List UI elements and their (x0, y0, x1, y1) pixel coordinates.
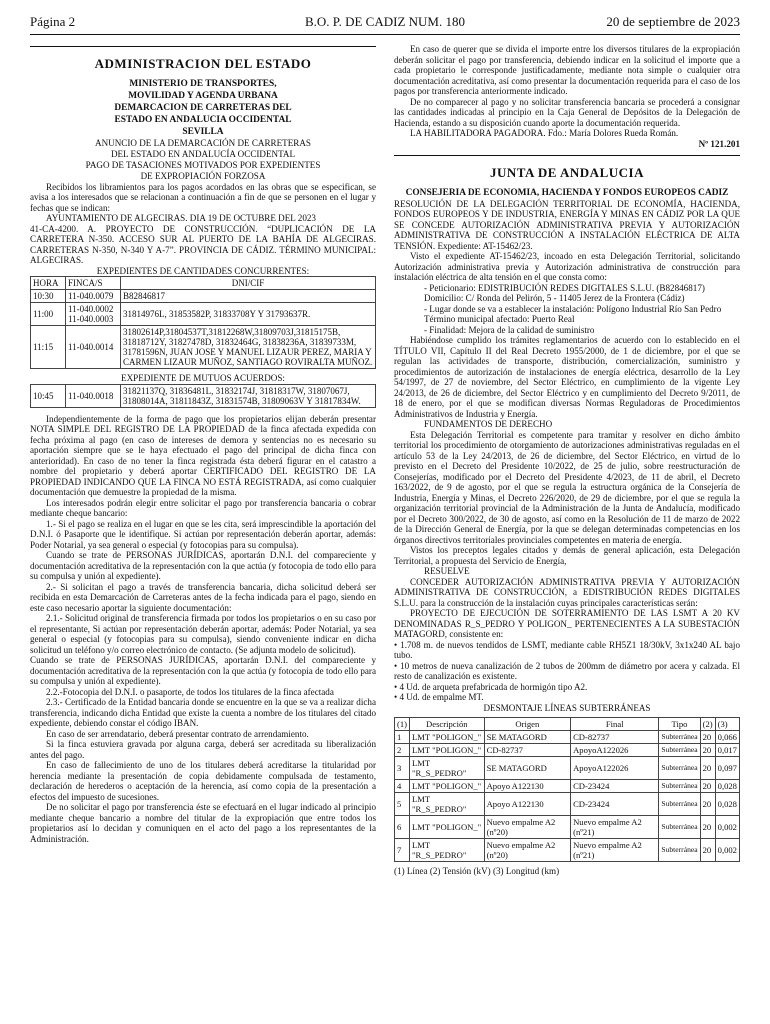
body-paragraph: Vistos los preceptos legales citados y demás de general aplicación, esta Delegación Territorial, a propuesta del Servicio de Energía, (394, 545, 740, 566)
body-paragraph: PROYECTO DE EJECUCIÓN DE SOTERRAMIENTO DE LAS LSMT A 20 KV DENOMINADAS R_S_PEDRO Y POLIGON_ PERTENECIENTES A LA SUBESTACIÓN MATAGORD, consistente en: (394, 608, 740, 639)
body-paragraph: 2.- Si solicitan el pago a través de transferencia bancaria, dicha solicitud deberá ser recibida en esta Demarcación de Carreteras antes de la fecha indicada para el pago, siendo en este caso necesario aportar la siguiente documentación: (30, 581, 376, 613)
lines-table (394, 717, 740, 862)
table-cell: LMT "R_S_PEDRO" (410, 793, 485, 816)
table-cell: 1 (395, 731, 410, 744)
table-row (395, 839, 740, 862)
body-paragraph: Visto el expediente AT-15462/23, incoado en esta Delegación Territorial, solicitando Autorización administrativa previa y Autorización administrativa de construcción para instalación eléctrica de alta tensión en el que consta como: (394, 251, 740, 282)
cell-finca: 11-040.0079 (66, 290, 121, 303)
table-cell: CD-82737 (484, 744, 570, 757)
bullet-item: • 4 Ud. de empalme MT. (394, 692, 484, 702)
table-cell: LMT "R_S_PEDRO" (410, 757, 485, 780)
table-cell: 6 (395, 816, 410, 839)
reference-number: Nº 121.201 (698, 138, 740, 149)
cell-dni: 31802614P,31804537T,31812268W,31809703J,31815175B, 31818712Y, 31827478D, 31832464G, 31838236A, 31839733M, 31781596N, JUAN JOSE Y MANUEL LIZAUR PEREZ, MARIA Y CARMEN LIZAUR MUÑOZ, SANTIAGO ROVIRALTA MUÑOZ. (121, 326, 376, 369)
fundamentos-heading: FUNDAMENTOS DE DERECHO (424, 419, 553, 429)
body-paragraph: En caso de fallecimiento de uno de los titulares deberá acreditarse la titularidad por herencia mediante la presentación de copia debidamente compulsada de testamento, declaración de herederos o aceptación de la herencia, así como copia de la presentación a efectos del impuesto de sucesiones. (30, 760, 376, 802)
org-line: DEMARCACION DE CARRETERAS DEL (114, 102, 292, 113)
table-cell: 7 (395, 839, 410, 862)
cell-finca: 11-040.0002 11-040.0003 (66, 303, 121, 326)
table-cell: CD-23424 (571, 793, 659, 816)
table-header-row (395, 718, 740, 731)
table-cell: ApoyoA122026 (571, 757, 659, 780)
col-linea: (1) (395, 718, 410, 731)
table-row (395, 793, 740, 816)
cell-dni: 31814976L, 31853582P, 31833708Y Y 31793637R. (121, 303, 376, 326)
org-line: MINISTERIO DE TRANSPORTES, (129, 78, 277, 89)
body-paragraph: Independientemente de la forma de pago que los propietarios elijan deberán presentar NOTA SIMPLE DEL REGISTRO DE LA PROPIEDAD de la finca afectada expedida con fecha próxima al pago (en caso de intereses de demora y sentencias no es necesario su aportación siempre que se le haya efectuado el pago del principal de dicha finca con anterioridad). En caso de no tener la finca registrada ésta deberá figurar en el catastro a nombre del propietario y deberá aportar CERTIFICADO DEL REGISTRO DE LA PROPIEDAD INDICANDO QUE LA FINCA NO ESTÁ REGISTRADA, así como cualquier documentación que demuestre la propiedad de la misma. (30, 413, 376, 497)
header-rule (30, 34, 740, 35)
cell-hora: 11:15 (31, 326, 66, 369)
table-cell: LMT "POLIGON_" (410, 780, 485, 793)
table-cell: 0,066 (715, 731, 739, 744)
body-paragraph: 1.- Si el pago se realiza en el lugar en que se les cita, será imprescindible la aportación del D.N.I. ó Pasaporte que le identifique. Si actúan por representación deberán aportar, además: Poder Notarial, ya sea general o especial (y fotocopias para su compulsa). (30, 518, 376, 550)
ayuntamiento-line: AYUNTAMIENTO DE ALGECIRAS. DIA 19 DE OCTUBRE DEL 2023 (46, 213, 316, 223)
peticionario-line: - Peticionario: EDISTRIBUCIÓN REDES DIGITALES S.L.U. (B82846817) (424, 282, 705, 293)
table-cell: Subterránea (659, 780, 700, 793)
body-paragraph: Si la finca estuviera gravada por alguna carga, deberá ser acreditada su liberalización antes del pago. (30, 739, 376, 760)
section-rule (394, 155, 740, 156)
table-cell: Nuevo empalme A2 (nº21) (571, 839, 659, 862)
table-cell: Apoyo A122130 (484, 793, 570, 816)
table-footnote: (1) Línea (2) Tensión (kV) (3) Longitud (km) (394, 866, 560, 876)
table-cell: 0,002 (715, 839, 739, 862)
table1-caption: EXPEDIENTES DE CANTIDADES CONCURRENTES: (96, 265, 310, 276)
table-cell: LMT "R_S_PEDRO" (410, 839, 485, 862)
body-paragraph: Los interesados podrán elegir entre solicitar el pago por transferencia bancaria o cobrar mediante cheque bancario: (30, 497, 376, 518)
intro-paragraph: Recibidos los libramientos para los pagos acordados en las obras que se especifican, se avisa a los interesados que se relacionan a continuación a fin de que se personen en el lugar y fechas que se indican: (30, 181, 376, 213)
table-cell: 20 (700, 816, 715, 839)
issue-date: 20 de septiembre de 2023 (606, 14, 740, 29)
project-paragraph: 41-CA-4200. A. PROYECTO DE CONSTRUCCIÓN. “DUPLICACIÓN DE LA CARRETERA N-350. ACCESO SUR AL PUERTO DE LA BAHÍA DE ALGECIRAS. CARRETERAS N-350, N-340 Y A-7”. PROVINCIA DE CÁDIZ. TÉRMINO MUNICIPAL: ALGECIRAS. (30, 223, 376, 265)
table2-caption: EXPEDIENTE DE MUTUOS ACUERDOS: (121, 373, 285, 383)
table-cell: Subterránea (659, 744, 700, 757)
table-cell: 3 (395, 757, 410, 780)
section-rule (30, 46, 376, 47)
lines-table-body (395, 731, 740, 862)
cell-hora: 11:00 (31, 303, 66, 326)
table-row (31, 384, 376, 407)
table-cell: Nuevo empalme A2 (nº21) (571, 816, 659, 839)
body-paragraph: 2.1.- Solicitud original de transferencia firmada por todos los propietarios o en su caso por el representante, Si actúan por representación deberán aportar, además: Poder Notarial, ya sea general o especial (y fotocopias para su compulsa), siendo conveniente indicar en dicha solicitud un teléfono y/o correo electrónico de contacto. (Se adjunta modelo de solicitud). (30, 613, 376, 655)
col-final: Final (571, 718, 659, 731)
table-row (395, 744, 740, 757)
table-row (395, 816, 740, 839)
body-paragraph: Cuando se trate de PERSONAS JURÍDICAS, aportarán D.N.I. del compareciente y documentación acreditativa de la representación con la que actúa (y fotocopia de todo ello para su compulsa y unión al expediente). (30, 550, 376, 581)
table-cell: 20 (700, 744, 715, 757)
announce-line: PAGO DE TASACIONES MOTIVADOS POR EXPEDIENTES (85, 159, 321, 170)
table-cell: LMT "POLIGON_" (410, 744, 485, 757)
body-paragraph: 2.2.-Fotocopia del D.N.I. o pasaporte, de todos los titulares de la finca afectada (46, 686, 334, 697)
body-paragraph: En caso de querer que se divida el importe entre los diversos titulares de la expropiación deberán solicitar el pago por transferencia, debiendo indicar en la solicitud el importe que a cada propietario le corresponde justificadamente, mediante nota simple o cualquier otra documentación acreditativa, así como presentar la documentación requerida para el caso de los pagos por transferencia anteriormente indicado. (394, 44, 740, 96)
resuelve-heading: RESUELVE (424, 566, 470, 576)
announce-line: ANUNCIO DE LA DEMARCACIÓN DE CARRETERAS (95, 137, 311, 148)
table-cell: 20 (700, 780, 715, 793)
section-title-estado: ADMINISTRACION DEL ESTADO (94, 56, 312, 71)
body-paragraph: De no solicitar el pago por transferencia éste se efectuará en el lugar indicado al principio mediante cheque bancario a nombre del titular de la expropiación que entre todos los propietarios así lo decidan y comuniquen en el acto del pago a los representantes de la Administración. (30, 802, 376, 844)
table-cell: ApoyoA122026 (571, 744, 659, 757)
table-row (31, 303, 376, 326)
domicilio-line: Domicilio: C/ Ronda del Pelirón, 5 - 11405 Jerez de la Frontera (Cádiz) (424, 293, 685, 303)
table-cell: 20 (700, 731, 715, 744)
table-cell: 0,002 (715, 816, 739, 839)
table-cell: Subterránea (659, 816, 700, 839)
cell-finca: 11-040.0018 (66, 384, 121, 407)
termino-line: Término municipal afectado: Puerto Real (424, 314, 575, 324)
body-paragraph: De no comparecer al pago y no solicitar transferencia bancaria se procederá a consignar las cantidades indicadas al principio en la Caja General de Depósitos de la Delegación de Hacienda, estando a su disposición cuando aporte la documentación requerida. (394, 96, 740, 128)
table-cell: CD-82737 (571, 731, 659, 744)
table-cell: Subterránea (659, 757, 700, 780)
left-column (30, 44, 376, 844)
cell-dni: 31821137Q, 31836481L, 31832174J, 31818317W, 31807067J, 31808014A, 31811843Z, 31831574B, 31809063V Y 31817834W. (121, 384, 376, 407)
table-cell: Subterránea (659, 839, 700, 862)
table-cell: 5 (395, 793, 410, 816)
table-cell: SE MATAGORD (484, 731, 570, 744)
body-paragraph: CONCEDER AUTORIZACIÓN ADMINISTRATIVA PREVIA Y AUTORIZACIÓN ADMINISTRATIVA DE CONSTRUCCIÓN, a EDISTRIBUCIÓN REDES DIGITALES S.L.U. para la construcción de la instalación cuyas principales características serán: (394, 576, 740, 608)
right-column (394, 44, 740, 877)
table-row (31, 290, 376, 303)
org-line: MOVILIDAD Y AGENDA URBANA (128, 90, 278, 101)
finalidad-line: - Finalidad: Mejora de la calidad de suministro (424, 324, 595, 335)
table-cell: 0,028 (715, 780, 739, 793)
col-tension: (2) (700, 718, 715, 731)
page-header (30, 14, 740, 34)
consejeria-heading: CONSEJERIA DE ECONOMIA, HACIENDA Y FONDOS EUROPEOS CADIZ (405, 187, 729, 198)
table-cell: 0,017 (715, 744, 739, 757)
lugar-line: - Lugar donde se va a establecer la instalación: Polígono Industrial Río San Pedro (424, 303, 722, 314)
page-number: Página 2 (30, 14, 76, 29)
body-paragraph: Cuando se trate de PERSONAS JURÍDICAS, aportarán D.N.I. del compareciente y documentación acreditativa de la representación con la que actúa (y fotocopia de todo ello para su compulsa y unión al expediente). (30, 655, 376, 686)
table-cell: 0,028 (715, 793, 739, 816)
table-cell: SE MATAGORD (484, 757, 570, 780)
table-header-row (31, 277, 376, 290)
cell-hora: 10:30 (31, 290, 66, 303)
body-paragraph: 2.3.- Certificado de la Entidad bancaria donde se encuentre en la que se va a realizar dicha transferencia, indicando dicha Entidad que existe la cuenta a nombre de los titulares del citado expediente, debiendo constar el código IBAN. (30, 697, 376, 728)
table-cell: 20 (700, 793, 715, 816)
org-line: ESTADO EN ANDALUCIA OCCIDENTAL (114, 114, 292, 125)
body-paragraph: Esta Delegación Territorial es competente para tramitar y resolver en dicho ámbito territorial los procedimiento de otorgamiento de autorizaciones administrativas reguladas en el artículo 53 de la Ley 24/2013, de 26 de diciembre, del Sector Eléctrico, en virtud de lo previsto en el Decreto del Presidente 10/2022, de 25 de julio, sobre reestructuración de Consejerías, modificado por el Decreto del Presidente 4/2023, de 11 de abril, el Decreto 163/2022, de 9 de agosto, por el que se regula la estructura orgánica de la Consejería de Industria, Energía y Minas, el Decreto 226/2020, de 29 de diciembre, por el que se regula la organización territorial provincial de la Administración de la Junta de Andalucía, modificado por el Decreto 300/2022, de 30 de agosto, así como en la Resolución de 11 de marzo de 2022 de la Dirección General de Energía, por la que se delegan determinadas competencias en los órganos directivos territoriales provinciales competentes en materia de energía. (394, 429, 740, 545)
table-cell: 20 (700, 839, 715, 862)
bullet-item: • 4 Ud. de arqueta prefabricada de hormigón tipo A2. (394, 681, 588, 692)
col-tipo: Tipo (659, 718, 700, 731)
table-cell: Subterránea (659, 793, 700, 816)
ministry-heading (30, 78, 376, 138)
table-row (31, 326, 376, 369)
section-title-junta: JUNTA DE ANDALUCIA (490, 165, 644, 180)
announce-line: DE EXPROPIACIÓN FORZOSA (140, 170, 266, 181)
bullet-item: • 10 metros de nueva canalización de 2 tubos de 200mm de diámetro por acera y calzada. El resto de canalización es existente. (394, 660, 740, 681)
table-row (395, 780, 740, 793)
table-cell: 20 (700, 757, 715, 780)
table-cell: Nuevo empalme A2 (nº20) (484, 816, 570, 839)
table-cell: Apoyo A122130 (484, 780, 570, 793)
org-line: SEVILLA (182, 126, 224, 137)
table-cell: Nuevo empalme A2 (nº20) (484, 839, 570, 862)
body-paragraph: En caso de ser arrendatario, deberá presentar contrato de arrendamiento. (46, 728, 309, 739)
table-cell: Subterránea (659, 731, 700, 744)
table-cell: LMT "POLIGON_" (410, 731, 485, 744)
cell-hora: 10:45 (31, 384, 66, 407)
desmontaje-heading: DESMONTAJE LÍNEAS SUBTERRÁNEAS (483, 702, 651, 713)
announcement-heading (30, 138, 376, 182)
col-finca: FINCA/S (66, 277, 121, 290)
expedientes-table (30, 276, 376, 369)
table-row (395, 757, 740, 780)
table-cell: 0,097 (715, 757, 739, 780)
col-longitud: (3) (715, 718, 739, 731)
col-hora: HORA (31, 277, 66, 290)
table-cell: 4 (395, 780, 410, 793)
cell-finca: 11-040.0014 (66, 326, 121, 369)
col-origen: Origen (484, 718, 570, 731)
body-paragraph: Habiéndose cumplido los trámites reglamentarios de acuerdo con lo establecido en el TÍTULO VII, Capítulo II del Real Decreto 1955/2000, de 1 de diciembre, por el que se regulan las actividades de transporte, distribución, comercialización, suministro y procedimientos de autorización de instalaciones de energía eléctrica, desarrollo de la Ley 54/1997, de 27 de noviembre, del Sector Eléctrico, en cumplimiento de la vigente Ley 24/2013, de 26 de diciembre, del Sector Eléctrico y en cumplimiento del Decreto 9/2011, de 18 de enero, por el que se modifican diversas Normas Reguladoras de Procedimientos Administrativos de Industria y Energía. (394, 335, 740, 419)
table-cell: 2 (395, 744, 410, 757)
cell-dni: B82846817 (121, 290, 376, 303)
mutuos-table (30, 384, 376, 408)
signature: LA HABILITADORA PAGADORA. Fdo.: María Dolores Rueda Román. (410, 128, 679, 138)
table-row (395, 731, 740, 744)
announce-line: DEL ESTADO EN ANDALUCÍA OCCIDENTAL (110, 148, 296, 159)
bullet-item: • 1.708 m. de nuevos tendidos de LSMT, mediante cable RH5Z1 18/30kV, 3x1x240 AL bajo tubo. (394, 639, 740, 660)
col-descripcion: Descripción (410, 718, 485, 731)
table-cell: CD-23424 (571, 780, 659, 793)
resolution-title: RESOLUCIÓN DE LA DELEGACIÓN TERRITORIAL DE ECONOMÍA, HACIENDA, FONDOS EUROPEOS Y DE INDUSTRIA, ENERGÍA Y MINAS EN CÁDIZ POR LA QUE SE CONCEDE AUTORIZACIÓN ADMINISTRATIVA PREVIA Y AUTORIZACIÓN ADMINISTRATIVA DE CONSTRUCCIÓN A INSTALACIÓN ELÉCTRICA DE ALTA TENSIÓN. Expediente: AT-15462/23. (394, 198, 740, 251)
col-dni: DNI/CIF (121, 277, 376, 290)
table-cell: LMT "POLIGON_" (410, 816, 485, 839)
journal-title: B.O. P. DE CADIZ NUM. 180 (305, 14, 465, 29)
